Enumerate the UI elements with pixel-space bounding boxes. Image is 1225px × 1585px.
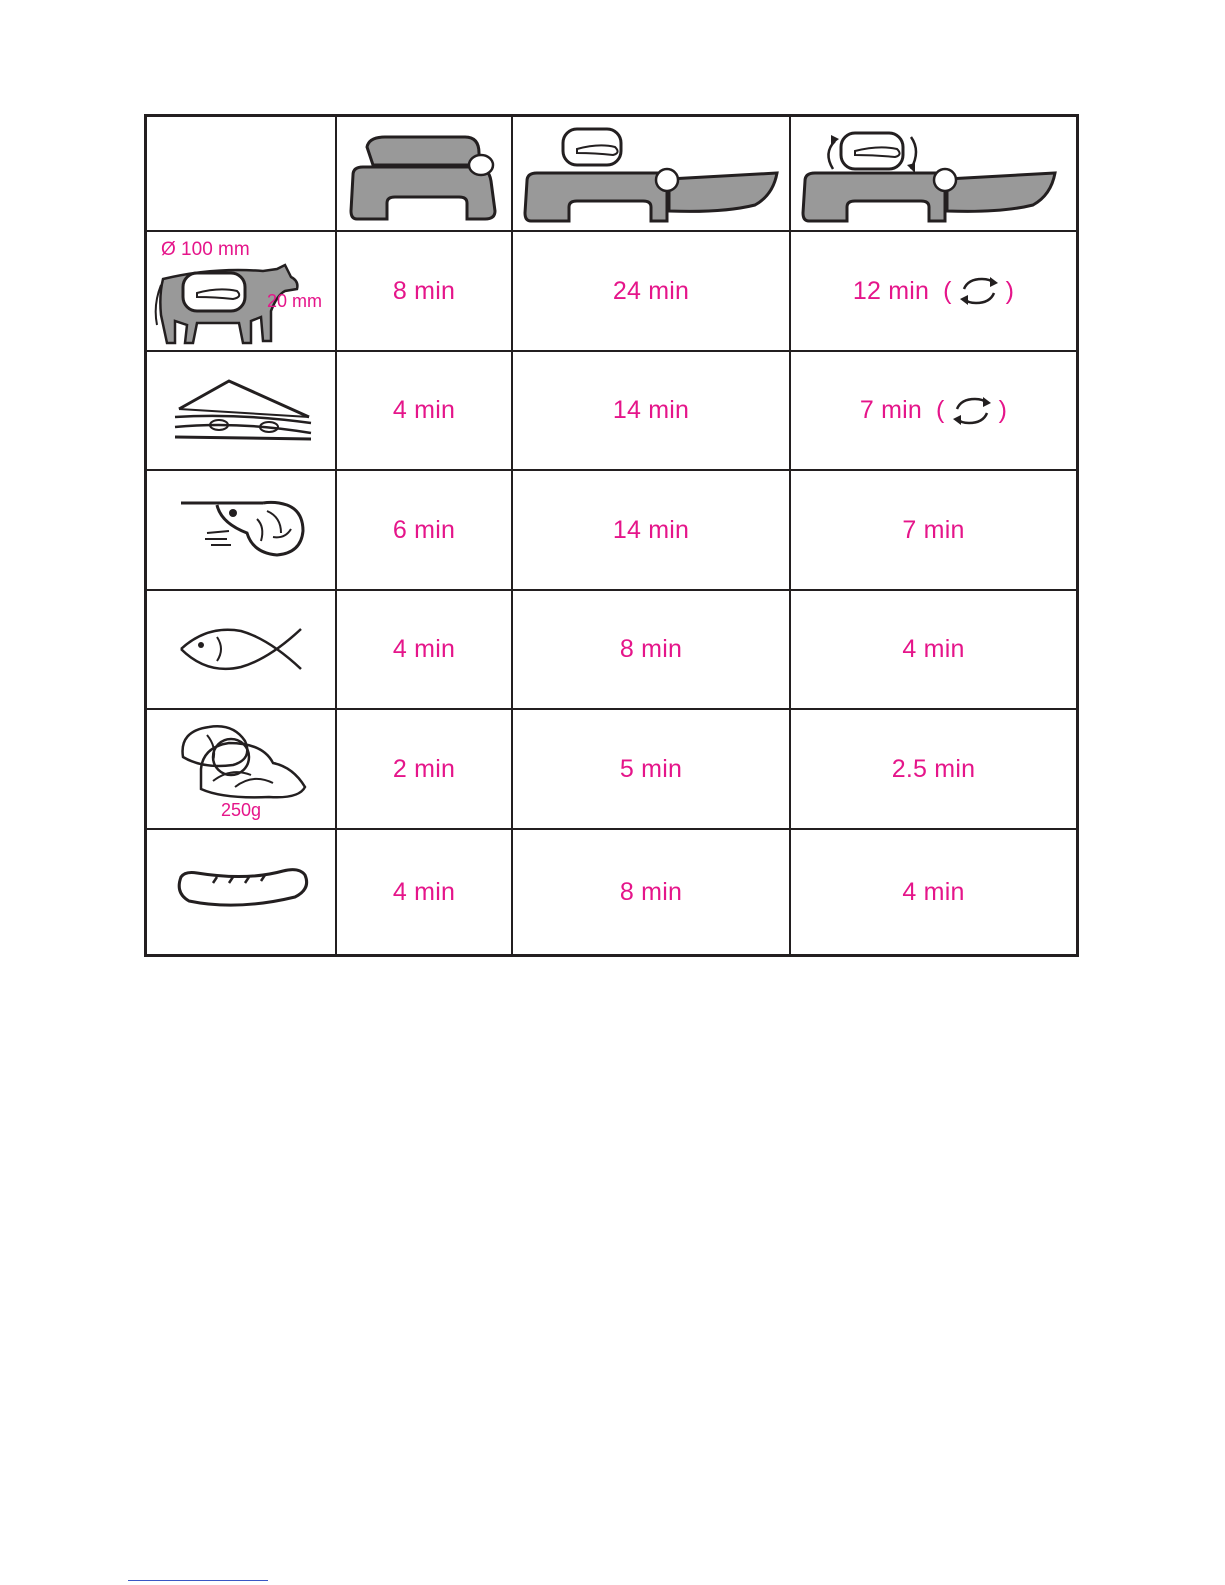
footer-rule	[128, 1580, 268, 1581]
time-value: 7 min	[859, 396, 923, 424]
time-closed: 8 min	[392, 276, 456, 305]
time-closed: 4 min	[392, 396, 456, 424]
grill-open-flat-icon	[519, 123, 781, 227]
thickness-label: 20 mm	[267, 291, 323, 311]
weight-label: 250g	[221, 800, 262, 820]
flip-icon	[956, 275, 1002, 307]
paren-close: )	[1005, 276, 1015, 305]
paren-open: (	[943, 276, 952, 305]
time-closed: 2 min	[392, 754, 456, 783]
time-open-turn: 4 min	[902, 635, 965, 663]
time-open: 8 min	[619, 635, 683, 663]
fish-icon	[177, 623, 307, 673]
time-open-turn: 2.5 min	[891, 754, 976, 783]
time-open-turn: 4 min	[902, 877, 965, 906]
flip-hint	[943, 275, 1014, 307]
shrimp-icon	[177, 493, 307, 563]
sandwich-icon	[169, 375, 315, 443]
cooking-times-table	[144, 114, 1079, 957]
grill-closed-icon	[345, 125, 505, 225]
vegetables-icon	[173, 717, 309, 803]
grill-open-turn-icon	[797, 123, 1059, 227]
time-closed: 4 min	[392, 877, 456, 906]
time-open-turn	[791, 232, 1076, 350]
time-closed: 6 min	[392, 515, 456, 544]
diameter-label: Ø 100 mm	[161, 239, 250, 260]
time-open: 14 min	[612, 396, 690, 424]
time-open: 5 min	[619, 754, 683, 783]
time-open: 8 min	[619, 877, 683, 906]
flip-icon	[949, 395, 995, 427]
paren-close: )	[998, 396, 1008, 424]
time-closed: 4 min	[392, 635, 456, 663]
time-open: 14 min	[612, 515, 690, 544]
time-value: 12 min	[852, 276, 930, 305]
time-open-turn: 7 min	[902, 515, 965, 544]
time-open: 24 min	[612, 276, 690, 305]
paren-open: (	[936, 396, 945, 424]
sausage-icon	[167, 863, 313, 913]
flip-hint	[936, 395, 1007, 427]
time-open-turn	[791, 352, 1076, 469]
